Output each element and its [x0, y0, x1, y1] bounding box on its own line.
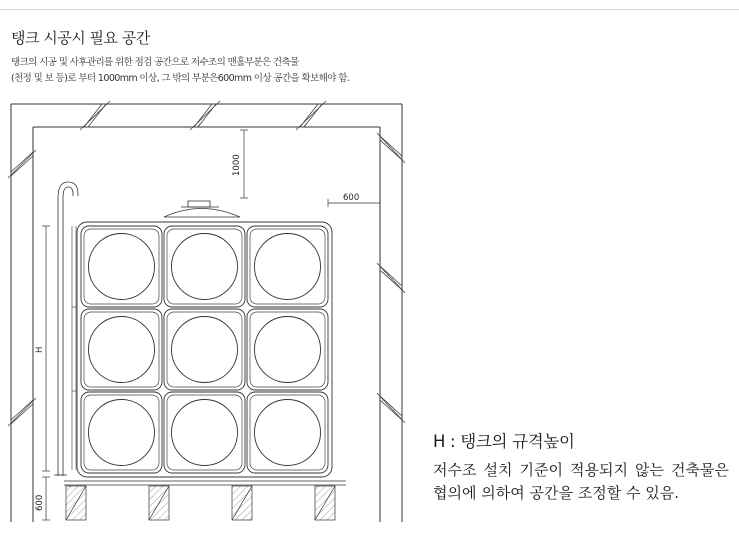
page-title: 탱크 시공시 필요 공간 [11, 29, 150, 47]
tank-panel [247, 392, 328, 473]
support-post [149, 486, 169, 520]
legend-title: H : 탱크의 규격높이 [433, 432, 575, 451]
support-posts [66, 486, 335, 520]
tank-support-base [64, 481, 346, 485]
top-clearance-label: 1000 [232, 154, 242, 176]
support-post [66, 486, 86, 520]
right-wall-break-1 [377, 133, 405, 163]
top-divider [0, 9, 739, 10]
support-post [315, 486, 335, 520]
tank-installation-diagram [0, 90, 410, 530]
right-wall-break-3 [377, 393, 405, 423]
tank-panel-grid [77, 222, 332, 477]
bottom-clearance-label: 600 [35, 494, 45, 511]
tank-panel [247, 226, 328, 307]
right-wall-break-2 [377, 263, 405, 293]
tank-height-label: H [35, 346, 45, 353]
manhole [164, 201, 240, 217]
tank-panel [81, 392, 162, 473]
ceiling-break-1 [80, 101, 110, 130]
page-description [11, 55, 349, 87]
vent-pipe [54, 182, 78, 476]
left-wall-break-1 [8, 150, 36, 178]
support-post [232, 486, 252, 520]
tank-side-frame [72, 226, 76, 470]
tank-panel [164, 392, 245, 473]
ceiling-break-3 [296, 101, 326, 130]
description-line-1: 탱크의 시공 및 사후관리를 위한 점검 공간으로 저수조의 맨홀부분은 건축물 [11, 57, 299, 68]
ceiling-break-2 [190, 101, 220, 130]
tank-panel [81, 309, 162, 390]
tank-panel [247, 309, 328, 390]
legend-description: 저수조 설치 기준이 적용되지 않는 건축물은 협의에 의하여 공간을 조정할 수 있음. [433, 461, 729, 502]
side-clearance-label: 600 [343, 193, 360, 203]
left-wall-break-2 [8, 398, 36, 426]
tank-panel [164, 226, 245, 307]
tank-panel [81, 226, 162, 307]
tank-panel [164, 309, 245, 390]
description-line-2: (천정 및 보 등)로 부터 1000mm 이상, 그 밖의 부분은600mm 이상 공간을 확보해야 함. [11, 73, 350, 84]
